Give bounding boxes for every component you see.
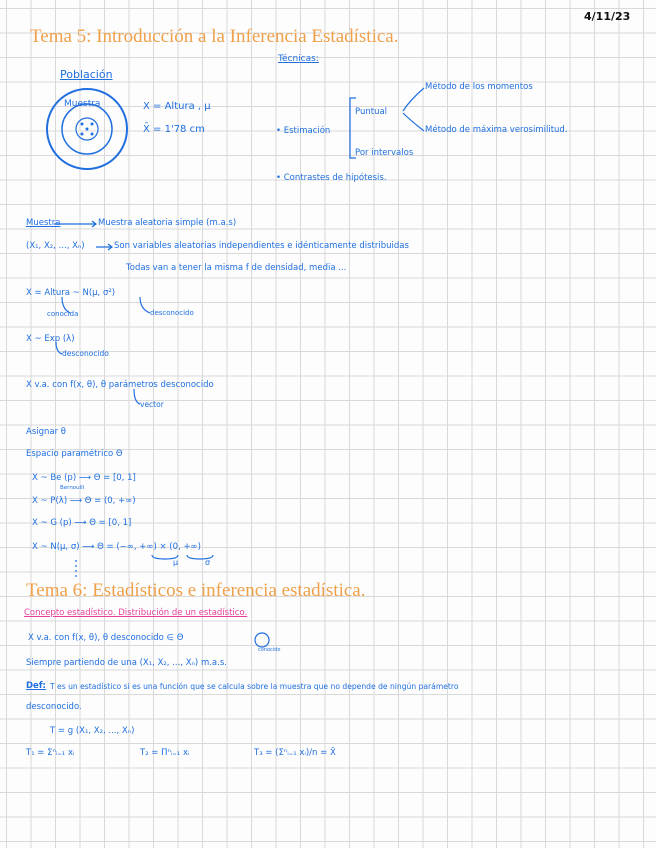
- contrastes-label: • Contrastes de hipótesis.: [276, 173, 387, 183]
- poblacion-label: Población: [60, 68, 113, 81]
- siempre-line: Siempre partiendo de una (X₁, X₂, ..., Xₙ) m.a.s.: [26, 658, 227, 668]
- exp-hook: [56, 342, 62, 354]
- tema6-title: Tema 6: Estadísticos e inferencia estadística.: [26, 580, 366, 601]
- t-equation: T = g (X₁, X₂, ..., Xₙ): [50, 726, 135, 736]
- muestra-def: Muestra aleatoria simple (m.a.s): [98, 218, 237, 228]
- x-equation: X = Altura , μ: [143, 101, 211, 112]
- norm-param-line: X ~ N(μ, σ) ⟶ Θ = (−∞, +∞) × (0, +∞): [32, 542, 201, 552]
- va-vector-note: vector: [140, 400, 164, 409]
- vector-hook: [134, 389, 140, 404]
- estimacion-label: • Estimación: [276, 126, 331, 136]
- desconocido-hook: [140, 297, 150, 313]
- theta-circle: [255, 633, 269, 647]
- estimacion-bracket: [350, 98, 356, 158]
- sample-dots: [81, 123, 94, 136]
- va-line: X v.a. con f(x, θ), θ parámetros desconocido: [26, 380, 214, 390]
- exp-line: X ~ Exp (λ): [26, 334, 75, 344]
- conocido-note: conocido: [258, 647, 281, 653]
- vector-arrow: [96, 244, 112, 250]
- sample-vector: (X₁, X₂, ..., Xₙ): [26, 241, 85, 251]
- def-text-2: desconocido.: [26, 702, 82, 712]
- conocida-hook: [62, 297, 70, 313]
- puntual-branch: [403, 88, 424, 111]
- muestra-circle-label: Muestra: [64, 99, 101, 109]
- por-intervalos: Por intervalos: [355, 148, 414, 158]
- t3-equation: T₃ = (Σⁿᵢ₌₁ xᵢ)/n = X̄: [254, 748, 336, 758]
- conocida-note: conocida: [47, 310, 79, 318]
- espacio-label: Espacio paramétrico Θ: [26, 449, 123, 459]
- xbar-equation: X̄ = 1'78 cm: [143, 124, 205, 135]
- tema5-title: Tema 5: Introducción a la Inferencia Estadística.: [30, 26, 399, 47]
- mu-brace: [152, 555, 178, 559]
- tema6-subtitle: Concepto estadístico. Distribución de un estadístico.: [24, 608, 248, 618]
- bernoulli-note: Bernoulli: [60, 485, 85, 491]
- be-line: X ~ Be (p) ⟶ Θ = [0, 1]: [32, 473, 136, 483]
- puntual-label: Puntual: [355, 107, 388, 117]
- desconocido-note: desconocido: [150, 309, 194, 317]
- mu-brace-label: μ: [173, 558, 179, 567]
- geom-line: X ~ G (p) ⟶ Θ = [0, 1]: [32, 518, 132, 528]
- asignar-label: Asignar θ: [26, 427, 66, 437]
- poisson-line: X ~ P(λ) ⟶ Θ = (0, +∞): [32, 496, 136, 506]
- def-label: Def:: [26, 681, 46, 691]
- misma-text: Todas van a tener la misma f de densidad, media ...: [126, 263, 347, 273]
- tema6-va-line: X v.a. con f(x, θ), θ desconocido ∈ Θ: [28, 633, 184, 643]
- puntual-branch-2: [403, 113, 424, 131]
- date-label: 4/11/23: [584, 10, 631, 23]
- muestra-arrow: [54, 221, 96, 227]
- def-text: T es un estadístico si es una función que se calcula sobre la muestra que no depende de ningún parámetro: [50, 682, 459, 691]
- exp-desconocido: desconocido: [62, 349, 109, 358]
- sigma-brace-label: σ: [205, 558, 211, 567]
- tecnicas-label: Técnicas:: [278, 54, 319, 64]
- muestra-label: Muestra: [26, 218, 61, 228]
- iid-text: Son variables aleatorias independientes e idénticamente distribuidas: [114, 241, 409, 251]
- metodo-momentos: Método de los momentos: [425, 82, 533, 92]
- metodo-mv: Método de máxima verosimilitud.: [425, 125, 568, 135]
- normal-line: X = Altura ~ N(μ, σ²): [26, 288, 116, 298]
- t1-equation: T₁ = Σⁿᵢ₌₁ xᵢ: [26, 748, 75, 758]
- t2-equation: T₂ = Πⁿᵢ₌₁ xᵢ: [140, 748, 190, 758]
- sigma-brace: [187, 555, 213, 559]
